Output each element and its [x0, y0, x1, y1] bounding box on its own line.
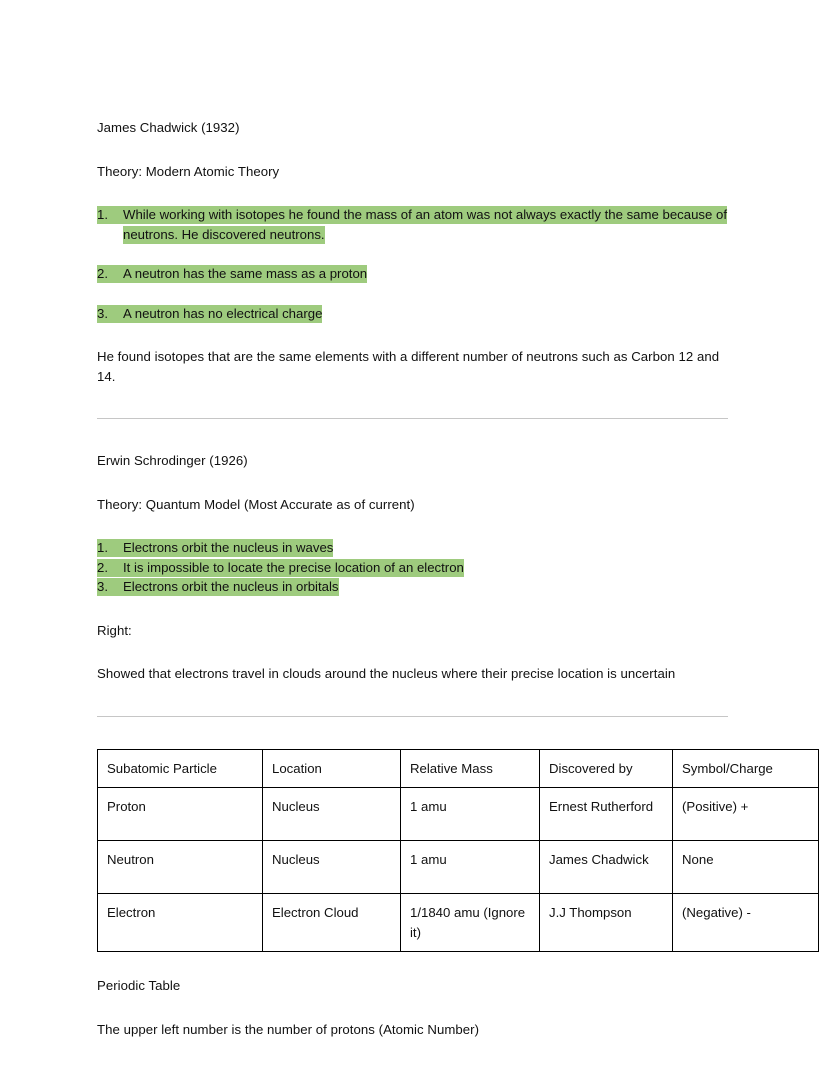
- table-row: [98, 894, 819, 952]
- chadwick-closing-paragraph: He found isotopes that are the same elements with a different number of neutrons such as Carbon 12 and 14.: [97, 349, 720, 384]
- document-body: [97, 118, 773, 1039]
- list-marker: 1.: [97, 540, 108, 555]
- spacer: [97, 996, 728, 1020]
- spacer: [97, 181, 728, 205]
- cell-particle: Proton: [98, 788, 263, 841]
- list-item: [97, 558, 728, 578]
- spacer: [97, 419, 728, 443]
- spacer: [97, 410, 728, 418]
- list-item: [97, 205, 728, 244]
- right-label: Right:: [97, 622, 132, 638]
- cell-location: Electron Cloud: [263, 894, 401, 952]
- list-item-text: Electrons orbit the nucleus in waves: [123, 540, 334, 555]
- list-marker: 2.: [97, 559, 108, 575]
- section-theory-schrodinger: Theory: Quantum Model (Most Accurate as of current): [97, 496, 415, 512]
- cell-symbol-charge: None: [673, 841, 819, 894]
- cell-symbol-charge: (Negative) -: [673, 894, 819, 952]
- cell-relative-mass: 1 amu: [401, 841, 540, 894]
- spacer: [97, 708, 728, 716]
- cell-location: Nucleus: [263, 788, 401, 841]
- column-header-relative-mass: Relative Mass: [401, 749, 540, 788]
- list-marker: 3.: [97, 305, 108, 321]
- spacer: [97, 443, 728, 451]
- spacer: [97, 471, 728, 495]
- spacer: [97, 386, 728, 410]
- spacer: [97, 597, 728, 621]
- chadwick-list: [97, 205, 728, 323]
- column-header-particle: Subatomic Particle: [98, 749, 263, 788]
- column-header-discovered-by: Discovered by: [540, 749, 673, 788]
- cell-discovered-by: Ernest Rutherford: [540, 788, 673, 841]
- spacer: [97, 323, 728, 347]
- list-marker: 3.: [97, 579, 108, 594]
- list-item-text: It is impossible to locate the precise location of an electron: [123, 559, 464, 575]
- cell-relative-mass: 1/1840 amu (Ignore it): [401, 894, 540, 952]
- list-item-text: A neutron has the same mass as a proton: [123, 266, 368, 281]
- table-header-row: [98, 749, 819, 788]
- schrodinger-list: [97, 538, 728, 597]
- cell-particle: Electron: [98, 894, 263, 952]
- spacer: [97, 640, 728, 664]
- list-marker: 2.: [97, 266, 108, 281]
- periodic-table-heading: Periodic Table: [97, 978, 181, 993]
- cell-discovered-by: J.J Thompson: [540, 894, 673, 952]
- cell-particle: Neutron: [98, 841, 263, 894]
- cell-relative-mass: 1 amu: [401, 788, 540, 841]
- cell-discovered-by: James Chadwick: [540, 841, 673, 894]
- spacer: [97, 717, 728, 741]
- spacer: [97, 741, 728, 749]
- list-item: [97, 304, 728, 324]
- list-item-text: Electrons orbit the nucleus in orbitals: [123, 579, 339, 594]
- subatomic-particle-table: [97, 749, 819, 953]
- spacer: [97, 138, 728, 162]
- list-item: [97, 577, 728, 597]
- list-item-text: A neutron has no electrical charge: [123, 305, 323, 321]
- section-theory-chadwick: Theory: Modern Atomic Theory: [97, 163, 280, 179]
- schrodinger-closing-paragraph: Showed that electrons travel in clouds around the nucleus where their precise location is uncertain: [97, 666, 676, 681]
- section-heading-schrodinger: Erwin Schrodinger (1926): [97, 453, 248, 468]
- column-header-symbol-charge: Symbol/Charge: [673, 749, 819, 788]
- cell-symbol-charge: (Positive) +: [673, 788, 819, 841]
- table-row: [98, 841, 819, 894]
- spacer: [97, 684, 728, 708]
- section-heading-chadwick: James Chadwick (1932): [97, 120, 240, 135]
- list-item: [97, 264, 728, 284]
- spacer: [97, 952, 728, 976]
- table-row: [98, 788, 819, 841]
- periodic-table-note: The upper left number is the number of protons (Atomic Number): [97, 1021, 480, 1037]
- spacer: [97, 514, 728, 538]
- list-item-text: While working with isotopes he found the mass of an atom was not always exactly the same because of neutrons. He discovered neutrons.: [123, 207, 728, 242]
- list-item: [97, 538, 728, 558]
- cell-location: Nucleus: [263, 841, 401, 894]
- column-header-location: Location: [263, 749, 401, 788]
- list-marker: 1.: [97, 207, 108, 222]
